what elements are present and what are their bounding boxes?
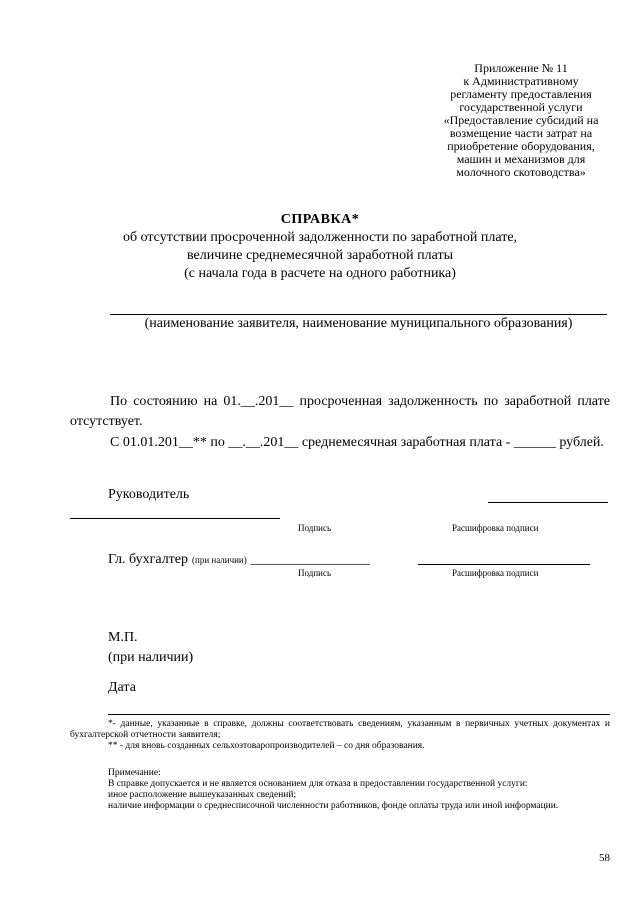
note-title: Примечание: (108, 768, 161, 778)
page-number: 58 (599, 852, 610, 864)
applicant-caption: (наименование заявителя, наименование муниципального образования) (144, 316, 573, 331)
director-signature-caption: Подпись (298, 523, 332, 533)
footnote-2: ** - для вновь созданных сельхозтоваропроизводителей – со дня образования. (108, 741, 425, 751)
accountant-signature-blank: _________________ (250, 552, 370, 567)
director-decoding-line (488, 502, 608, 503)
accountant-decoding-caption: Расшифровка подписи (452, 568, 539, 578)
stamp-label: М.П. (108, 630, 138, 645)
director-signature-line (70, 518, 280, 519)
document-subtitle-1: об отсутствии просроченной задолженности по заработной плате, (122, 230, 518, 245)
footnote-separator (108, 714, 610, 715)
appendix-line: Приложение № 11 (474, 61, 568, 75)
date-label: Дата (108, 680, 136, 695)
director-label: Руководитель (108, 487, 190, 502)
document-subtitle-2: величине среднемесячной заработной платы (187, 248, 453, 263)
accountant-row (108, 550, 370, 568)
appendix-line: машин и механизмов для (456, 152, 586, 166)
accountant-label: Гл. бухгалтер (108, 552, 189, 567)
stamp-note: (при наличии) (108, 650, 194, 665)
appendix-line: приобретение оборудования, (447, 139, 595, 153)
appendix-line: к Административному (463, 74, 579, 88)
applicant-name-line (110, 314, 607, 315)
appendix-line: молочного скотоводства» (456, 165, 586, 179)
appendix-header (418, 62, 624, 179)
document-title: СПРАВКА* (280, 212, 360, 227)
accountant-note: (при наличии) (192, 555, 247, 565)
note-line-3: наличие информации о среднесписочной численности работников, фонде оплаты труда или иной информации. (108, 801, 559, 811)
appendix-line: регламенту предоставления (450, 87, 592, 101)
accountant-decoding-line (418, 564, 590, 565)
footnote-1: *- данные, указанные в справке, должны соответствовать сведениям, указанным в первичных учетных документах и бухгалтерской отчетности заявителя; (70, 719, 610, 740)
accountant-signature-caption: Подпись (298, 568, 332, 578)
appendix-line: государственной услуги (459, 100, 583, 114)
note-line-1: В справке допускается и не является основанием для отказа в предоставлении государственной услуги: (108, 779, 528, 789)
average-salary-paragraph: С 01.01.201__** по __.__.201__ среднемесячная заработная плата - ______ рублей. (110, 435, 604, 450)
note-line-2: иное расположение вышеуказанных сведений; (108, 790, 297, 800)
document-subtitle-3: (с начала года в расчете на одного работника) (184, 266, 456, 281)
debt-status-paragraph: По состоянию на 01.__.201__ просроченная задолженность по заработной плате отсутствует. (70, 394, 610, 429)
appendix-line: «Предоставление субсидий на (443, 113, 599, 127)
director-decoding-caption: Расшифровка подписи (452, 523, 539, 533)
appendix-line: возмещение части затрат на (449, 126, 593, 140)
